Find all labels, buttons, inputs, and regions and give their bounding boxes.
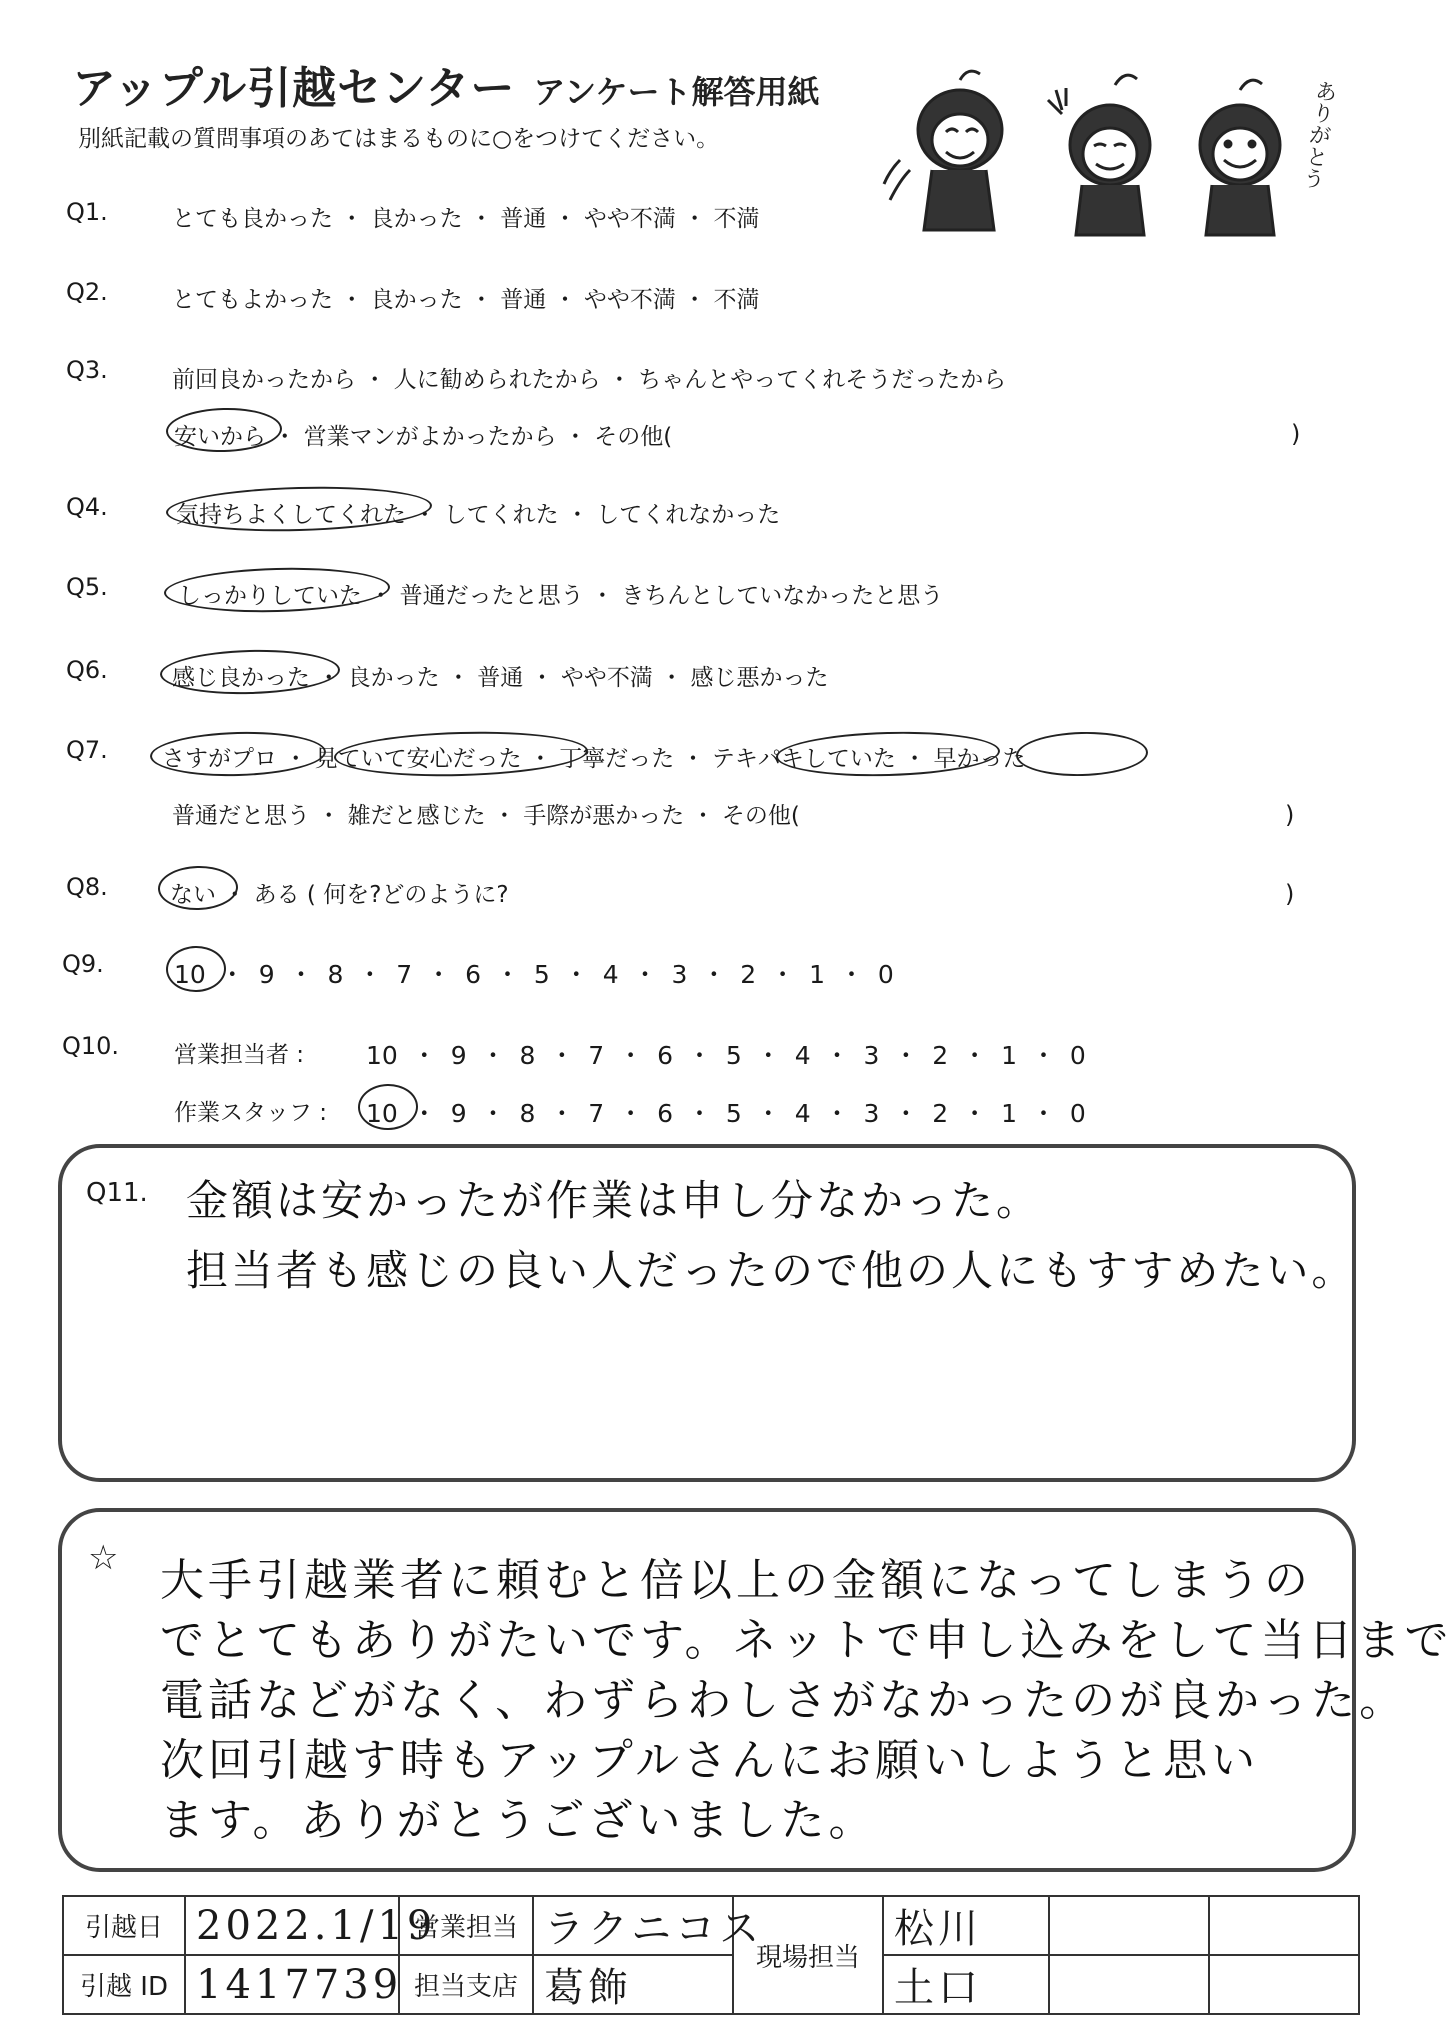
q10-label: Q10.: [62, 1032, 120, 1060]
mascot-monkeys-illustration: [880, 60, 1360, 250]
site-staff-value-2: 土口: [883, 1955, 1049, 2014]
empty-cell-1: [1049, 1896, 1209, 1955]
thanks-text: ありがとう: [1298, 78, 1339, 191]
form-subtitle: アンケート解答用紙: [533, 73, 820, 111]
comment-line-2: でとてもありがたいです。ネットで申し込みをして当日まで: [160, 1615, 1452, 1666]
move-id-label: 引越 ID: [63, 1955, 185, 2014]
star-icon: ☆: [88, 1538, 119, 1578]
move-info-table: [62, 1895, 1360, 2015]
q10-staff-scale: 10 ・ 9 ・ 8 ・ 7 ・ 6 ・ 5 ・ 4 ・ 3 ・ 2 ・ 1 ・ 0: [366, 1099, 1086, 1128]
company-name: アップル引越センター: [72, 63, 516, 114]
q8-close-paren: ): [1285, 880, 1295, 908]
sales-rep-label: 営業担当: [399, 1896, 533, 1955]
sales-rep-value: ラクニコス: [533, 1896, 733, 1955]
monkey-laughing-icon: [1048, 75, 1150, 235]
empty-cell-2: [1209, 1896, 1359, 1955]
monkey-smiling-icon: [1200, 80, 1280, 235]
q9-scale: 10 ・ 9 ・ 8 ・ 7 ・ 6 ・ 5 ・ 4 ・ 3 ・ 2 ・ 1 ・ 0: [174, 960, 894, 989]
site-staff-label: 現場担当: [733, 1896, 883, 2014]
q1-label: Q1.: [66, 198, 108, 226]
empty-cell-4: [1209, 1955, 1359, 2014]
move-date-value: 2022.1/19: [185, 1896, 399, 1955]
q2-label: Q2.: [66, 278, 108, 306]
comment-line-5: ます。ありがとうございました。: [160, 1795, 877, 1846]
move-id-value: 1417739: [185, 1955, 399, 2014]
q7-line1: さすがプロ ・ 見ていて安心だった ・ 丁寧だった ・ テキパキしていた ・ 早かった: [162, 746, 1026, 772]
branch-value: 葛飾: [533, 1955, 733, 2014]
q6-options: 感じ良かった ・ 良かった ・ 普通 ・ やや不満 ・ 感じ悪かった: [172, 665, 829, 691]
q5-label: Q5.: [66, 573, 108, 601]
empty-cell-3: [1049, 1955, 1209, 2014]
q10-sales-scale: 10 ・ 9 ・ 8 ・ 7 ・ 6 ・ 5 ・ 4 ・ 3 ・ 2 ・ 1 ・ 0: [366, 1041, 1086, 1070]
q1-options: とても良かった ・ 良かった ・ 普通 ・ やや不満 ・ 不満: [172, 206, 760, 232]
q2-options: とてもよかった ・ 良かった ・ 普通 ・ やや不満 ・ 不満: [172, 287, 760, 313]
q3-line2: 安いから ・ 営業マンがよかったから ・ その他(: [174, 424, 673, 450]
q3-label: Q3.: [66, 356, 108, 384]
site-staff-value: 松川: [883, 1896, 1049, 1955]
q7-close-paren: ): [1285, 801, 1295, 829]
q7-label: Q7.: [66, 736, 108, 764]
q3-close-paren: ): [1291, 420, 1301, 448]
q7-selection-circle-4: [1015, 730, 1148, 777]
q9-label: Q9.: [62, 950, 104, 978]
q3-line1: 前回良かったから ・ 人に勧められたから ・ ちゃんとやってくれそうだったから: [172, 367, 1007, 393]
q11-handwritten-line-1: 金額は安かったが作業は申し分なかった。: [186, 1176, 1042, 1225]
branch-label: 担当支店: [399, 1955, 533, 2014]
q8-label: Q8.: [66, 873, 108, 901]
comment-line-3: 電話などがなく、わずらわしさがなかったのが良かった。: [160, 1675, 1408, 1726]
q8-options: ない ・ ある ( 何を?どのように?: [170, 882, 509, 908]
form-title: [72, 52, 820, 116]
q10-staff-label: 作業スタッフ :: [174, 1100, 328, 1126]
comment-line-4: 次回引越す時もアップルさんにお願いしようと思い: [160, 1735, 1260, 1786]
q5-options: しっかりしていた ・ 普通だったと思う ・ きちんとしていなかったと思う: [178, 583, 944, 609]
instruction-text: 別紙記載の質問事項のあてはまるものに○をつけてください。: [78, 126, 720, 152]
q11-label: Q11.: [86, 1178, 148, 1208]
q4-label: Q4.: [66, 493, 108, 521]
q4-options: 気持ちよくしてくれた ・ してくれた ・ してくれなかった: [176, 502, 781, 528]
move-date-label: 引越日: [63, 1896, 185, 1955]
comment-line-1: 大手引越業者に頼むと倍以上の金額になってしまうの: [160, 1555, 1312, 1606]
q10-sales-label: 営業担当者 :: [174, 1042, 305, 1068]
q11-handwritten-line-2: 担当者も感じの良い人だったので他の人にもすすめたい。: [186, 1246, 1357, 1295]
q6-label: Q6.: [66, 656, 108, 684]
q7-line2: 普通だと思う ・ 雑だと感じた ・ 手際が悪かった ・ その他(: [172, 803, 800, 829]
monkey-bowing-icon: [884, 71, 1002, 230]
